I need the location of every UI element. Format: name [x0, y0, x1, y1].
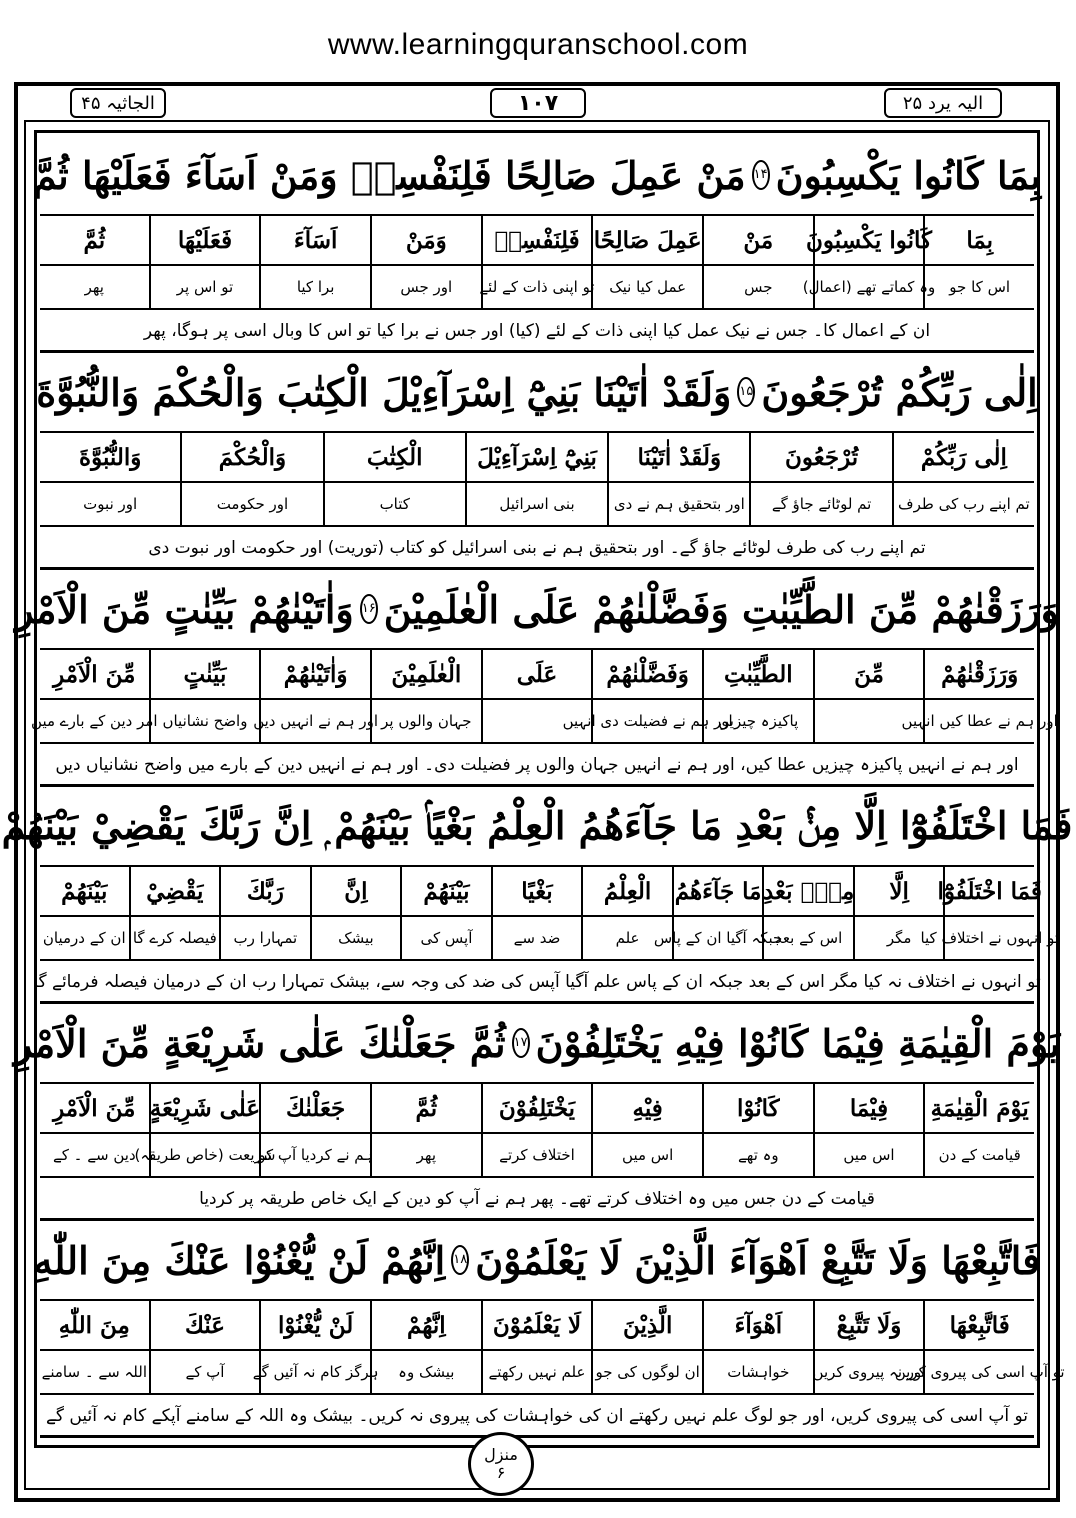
arabic-word-cell: فِيْهِ	[591, 1084, 702, 1132]
urdu-meaning-cell: عمل کیا نیک	[591, 266, 702, 308]
arabic-verse-text: بِمَا كَانُوا يَكْسِبُونَ	[775, 152, 1042, 198]
arabic-word-cell: كَانُوْا	[702, 1084, 813, 1132]
arabic-word-cell: ثُمَّ	[370, 1084, 481, 1132]
arabic-verse-line	[32, 136, 1042, 216]
arabic-word-cell: يَوْمَ الْقِيٰمَةِ	[923, 1084, 1034, 1132]
arabic-word-cell: مَنْ	[702, 216, 813, 264]
urdu-meanings-row	[40, 483, 1034, 527]
arabic-word-cell: ثُمَّ	[83, 226, 106, 254]
arabic-verse-text: اِنَّهُمْ لَنْ يُّغْنُوْا عَنْكَ مِنَ اللّٰهِ	[33, 1237, 446, 1283]
urdu-meaning-cell: پھر	[370, 1134, 481, 1176]
urdu-meaning-cell: جبکہ آگیا ان کے پاس	[672, 917, 763, 959]
ayah-section	[33, 1221, 1065, 1438]
arabic-word-cell: اِلَّا	[853, 867, 944, 915]
arabic-word-cell: فَلِنَفْسِهٖ	[481, 216, 592, 264]
arabic-word-cell: وَفَضَّلْنٰهُمْ	[591, 650, 702, 698]
arabic-word-cell: عَلَى	[481, 650, 592, 698]
urdu-meaning-cell: وہ کماتے تھے (اعمال)	[813, 266, 924, 308]
urdu-meaning-cell: آپ کے	[149, 1351, 260, 1393]
arabic-word-cell: اَسَآءَ	[259, 216, 370, 264]
ayah-section	[13, 1004, 1061, 1221]
urdu-translation: تم اپنے رب کی طرف لوٹائے جاؤ گے۔ اور بتحقیق ہم نے بنی اسرائیل کو کتاب (توریت) اور حکومت اور نبوت دی	[40, 527, 1034, 570]
urdu-meaning-cell: اور ہم نے انہیں دیں	[259, 700, 370, 742]
surah-name: الجاثيہ ۴۵	[81, 92, 155, 114]
urdu-meaning-cell: اور نبوت	[83, 495, 138, 513]
urdu-meaning-cell: اور نہ پیروی کریں	[813, 1351, 924, 1393]
urdu-meaning-cell: تم لوٹائے جاؤ گے	[749, 483, 891, 525]
urdu-meaning-cell: وہ تھے	[702, 1134, 813, 1176]
urdu-meanings-row	[31, 700, 1058, 744]
arabic-word-cell: مِّنَ الْاَمْرِ	[53, 660, 136, 688]
arabic-verse-line	[36, 353, 1038, 433]
urdu-meanings-row	[40, 1134, 1034, 1178]
urdu-meaning-cell: شریعت (خاص طریقہ)	[149, 1134, 260, 1176]
arabic-word-cell: مِنَ اللّٰهِ	[58, 1311, 130, 1339]
urdu-meaning-cell: تو اس پر	[149, 266, 260, 308]
urdu-translation: تو آپ اسی کی پیروی کریں، اور جو لوگ علم نہیں رکھتے ان کی خواہشات کی پیروی نہ کریں۔ بیشک وہ اللہ کے سامنے آپکے کام نہ آئیں گے	[40, 1395, 1034, 1438]
arabic-verse-text: يَوْمَ الْقِيٰمَةِ فِيْمَا كَانُوْا فِيْهِ يَخْتَلِفُوْنَ	[535, 1020, 1061, 1066]
arabic-word-cell: وَلَا تَتَّبِعْ	[813, 1301, 924, 1349]
urdu-meaning-cell: امر دین کے بارے میں	[31, 712, 158, 730]
urdu-meaning-cell: بنی اسرائیل	[465, 483, 607, 525]
arabic-verse-text: وَرَزَقْنٰهُمْ مِّنَ الطَّيِّبٰتِ وَفَضَّلْنٰهُمْ عَلَى الْعٰلَمِيْنَ	[383, 586, 1059, 632]
arabic-word-cell: فَمَا اخْتَلَفُوْٓا	[943, 867, 1034, 915]
arabic-word-cell: بَنِيْٓ اِسْرَآءِيْلَ	[465, 433, 607, 481]
arabic-verse-line	[15, 570, 1059, 650]
arabic-word-cell: عَنْكَ	[149, 1301, 260, 1349]
arabic-verse-text: فَمَا اخْتَلَفُوْٓا اِلَّا مِنْۢ بَعْدِ مَا جَآءَهُمُ الْعِلْمُ بَغْيًاۢ بَيْنَهُمْ ۭ اِنَّ رَبَّكَ يَقْضِيْ بَيْنَهُمْ	[1, 803, 1073, 848]
arabic-verse-text: ثُمَّ جَعَلْنٰكَ عَلٰى شَرِيْعَةٍ مِّنَ الْاَمْرِ	[13, 1020, 506, 1066]
urdu-meaning-cell: ضد سے	[491, 917, 582, 959]
urdu-meaning-cell: تو انہوں نے اختلاف کیا	[943, 917, 1034, 959]
arabic-word-cell: فِيْمَا	[813, 1084, 924, 1132]
urdu-meaning-cell: برا کیا	[259, 266, 370, 308]
arabic-verse-line	[13, 1004, 1061, 1084]
arabic-word-cell: اِنَّهُمْ	[370, 1301, 481, 1349]
urdu-meaning-cell: اور ہم نے فضیلت دی انہیں	[591, 700, 702, 742]
urdu-meanings-row	[40, 1351, 1065, 1395]
ayah-section	[1, 787, 1073, 1004]
urdu-meaning-cell: فیصلہ کرے گا	[129, 917, 220, 959]
urdu-meaning-cell: اختلاف کرتے	[481, 1134, 592, 1176]
arabic-verse-text: وَاٰتَيْنٰهُمْ بَيِّنٰتٍ مِّنَ الْاَمْرِ	[15, 586, 354, 632]
urdu-meaning-cell: تمہارا رب	[219, 917, 310, 959]
arabic-word-cell: بَيِّنٰتٍ	[149, 650, 260, 698]
urdu-meaning-cell: اس کا جو	[923, 266, 1034, 308]
arabic-verse-text: اِلٰى رَبِّكُمْ تُرْجَعُونَ	[761, 369, 1038, 415]
arabic-word-cell: مَا جَآءَهُمُ	[672, 867, 763, 915]
urdu-meaning-cell: اس میں	[591, 1134, 702, 1176]
arabic-word-cell: بَيْنَهُمْ	[400, 867, 491, 915]
urdu-meanings-row	[40, 917, 1059, 961]
urdu-meaning-cell: تم اپنے رب کی طرف	[892, 483, 1034, 525]
arabic-word-cell: يَقْضِيْ	[129, 867, 220, 915]
urdu-meaning-cell: اس میں	[813, 1134, 924, 1176]
urdu-meaning-cell: تو اپنی ذات کے لئے	[481, 266, 592, 308]
manzil-badge	[468, 1432, 534, 1496]
arabic-verse-text: مَنْ عَمِلَ صَالِحًا فَلِنَفْسِهٖ وَمَنْ اَسَآءَ فَعَلَيْهَا ثُمَّ	[32, 152, 746, 198]
arabic-word-cell: بَغْيًا	[491, 867, 582, 915]
arabic-words-row	[40, 867, 1042, 917]
urdu-meaning-cell: جس	[702, 266, 813, 308]
ayah-section	[32, 136, 1042, 353]
urdu-translation: قیامت کے دن جس میں وہ اختلاف کرتے تھے۔ پھر ہم نے آپ کو دین کے ایک خاص طریقہ پر کردیا	[40, 1178, 1034, 1221]
urdu-meaning-cell: آپس کی	[400, 917, 491, 959]
arabic-word-cell: اَهْوَآءَ	[702, 1301, 813, 1349]
arabic-word-cell: وَلَقَدْ اٰتَيْنَا	[607, 433, 749, 481]
urdu-meaning-cell: اور جس	[370, 266, 481, 308]
manzil-number: ۶	[496, 1463, 506, 1482]
arabic-word-cell: كَانُوا يَكْسِبُونَ	[813, 216, 924, 264]
arabic-word-cell: جَعَلْنٰكَ	[259, 1084, 370, 1132]
arabic-word-cell: وَاٰتَيْنٰهُمْ	[259, 650, 370, 698]
arabic-words-row	[40, 1301, 1034, 1351]
urdu-meaning-cell: خواہشات	[702, 1351, 813, 1393]
urdu-meaning-cell: اس کے بعد	[762, 917, 853, 959]
arabic-word-cell: وَرَزَقْنٰهُمْ	[923, 650, 1034, 698]
arabic-word-cell: وَمَنْ	[370, 216, 481, 264]
arabic-words-row	[40, 650, 1034, 700]
arabic-word-cell: عَلٰى شَرِيْعَةٍ	[149, 1084, 260, 1132]
arabic-verse-line	[33, 1221, 1041, 1301]
arabic-word-cell: لَا يَعْلَمُوْنَ	[481, 1301, 592, 1349]
manzil-label: منزل	[484, 1445, 518, 1465]
urdu-meaning-cell: ہرگز کام نہ آئیں گے	[259, 1351, 370, 1393]
arabic-word-cell: مِّنَ الْاَمْرِ	[53, 1094, 136, 1122]
arabic-word-cell: الْعِلْمُ	[581, 867, 672, 915]
urdu-meaning-cell: مگر	[853, 917, 944, 959]
urdu-meaning-cell: واضح نشانیاں	[149, 700, 260, 742]
arabic-word-cell: مِنْۢ بَعْدِ	[762, 867, 853, 915]
ayah-number-marker: ۱۵	[737, 377, 755, 407]
urdu-meanings-row	[40, 266, 1034, 310]
arabic-word-cell: اِلٰى رَبِّكُمْ	[892, 433, 1034, 481]
urdu-translation: اور ہم نے انہیں پاکیزہ چیزیں عطا کیں، اور ہم نے انہیں جہان والوں پر فضیلت دی۔ اور ہم نے انہیں دین کے بارے میں واضح نشانیاں دیں	[40, 744, 1034, 787]
arabic-verse-line	[1, 787, 1073, 867]
urdu-translation: تو انہوں نے اختلاف نہ کیا مگر اس کے بعد جبکہ ان کے پاس علم آگیا آپس کی ضد کی وجہ سے، بیشک تمہارا رب ان کے درمیان فیصلہ فرمائے گا	[40, 961, 1034, 1004]
urdu-meaning-cell: بیشک	[310, 917, 401, 959]
ayah-number-marker: ۱۴	[752, 160, 770, 190]
urdu-meaning-cell	[481, 700, 592, 742]
ayah-number-marker: ۱۷	[512, 1028, 530, 1058]
arabic-word-cell: عَمِلَ صَالِحًا	[591, 216, 702, 264]
arabic-word-cell: رَبَّكَ	[219, 867, 310, 915]
ayah-number-marker: ۱۸	[451, 1245, 469, 1275]
ayah-section	[15, 570, 1059, 787]
surah-name-box	[70, 88, 166, 118]
urdu-translation: ان کے اعمال کا۔ جس نے نیک عمل کیا اپنی ذات کے لئے (کیا) اور جس نے برا کیا تو اس کا وبال اسی پر ہوگا، پھر	[40, 310, 1034, 353]
urdu-meaning-cell: دین سے ۔ کے	[52, 1146, 136, 1164]
urdu-meaning-cell: ان لوگوں کی جو	[591, 1351, 702, 1393]
arabic-word-cell: الْعٰلَمِيْنَ	[370, 650, 481, 698]
arabic-word-cell: يَخْتَلِفُوْنَ	[481, 1084, 592, 1132]
urdu-meaning-cell: علم نہیں رکھتے	[481, 1351, 592, 1393]
ayah-number-marker: ۱۶	[360, 594, 378, 624]
arabic-word-cell: مِّنَ	[813, 650, 924, 698]
para-name: الیہ یرد ۲۵	[902, 92, 984, 114]
urdu-meaning-cell	[813, 700, 924, 742]
arabic-word-cell: الْكِتٰبَ	[323, 433, 465, 481]
arabic-words-row	[40, 433, 1034, 483]
arabic-word-cell: بِمَا	[923, 216, 1034, 264]
urdu-meaning-cell: پھر	[84, 278, 104, 296]
arabic-word-cell: وَالنُّبُوَّةَ	[79, 443, 142, 471]
urdu-meaning-cell: کتاب	[323, 483, 465, 525]
site-url: www.learningquranschool.com	[327, 28, 749, 61]
arabic-word-cell: فَاتَّبِعْهَا	[923, 1301, 1034, 1349]
ayah-section	[36, 353, 1038, 570]
arabic-word-cell: الطَّيِّبٰتِ	[702, 650, 813, 698]
page-number-box	[490, 88, 586, 118]
arabic-word-cell: بَيْنَهُمْ	[61, 877, 108, 905]
arabic-word-cell: اِنَّ	[310, 867, 401, 915]
arabic-words-row	[40, 216, 1034, 266]
urdu-meaning-cell: پاکیزہ چیزیں	[702, 700, 813, 742]
word-by-word-content	[1, 136, 1073, 1438]
arabic-verse-text: فَاتَّبِعْهَا وَلَا تَتَّبِعْ اَهْوَآءَ الَّذِيْنَ لَا يَعْلَمُوْنَ	[475, 1237, 1041, 1283]
arabic-word-cell: تُرْجَعُونَ	[749, 433, 891, 481]
urdu-meaning-cell: بیشک وہ	[370, 1351, 481, 1393]
arabic-word-cell: لَنْ يُّغْنُوْا	[259, 1301, 370, 1349]
urdu-meaning-cell: جہان والوں پر	[370, 700, 481, 742]
arabic-verse-text: وَلَقَدْ اٰتَيْنَا بَنِيْٓ اِسْرَآءِيْلَ الْكِتٰبَ وَالْحُكْمَ وَالنُّبُوَّةَ	[36, 369, 732, 415]
urdu-meaning-cell: اللہ سے ۔ سامنے	[41, 1363, 148, 1381]
urdu-meaning-cell: قیامت کے دن	[923, 1134, 1034, 1176]
urdu-meaning-cell: علم	[581, 917, 672, 959]
urdu-meaning-cell: ان کے درمیان	[42, 929, 126, 947]
urdu-meaning-cell: ہم نے کردیا آپ کو	[259, 1134, 370, 1176]
urdu-meaning-cell: تو آپ اسی کی پیروی کریں	[923, 1351, 1034, 1393]
urdu-meaning-cell: اور ہم نے عطا کیں انہیں	[923, 700, 1034, 742]
urdu-meaning-cell: اور بتحقیق ہم نے دی	[607, 483, 749, 525]
urdu-meaning-cell: اور حکومت	[180, 483, 322, 525]
arabic-word-cell: وَالْحُكْمَ	[180, 433, 322, 481]
arabic-word-cell: فَعَلَيْهَا	[149, 216, 260, 264]
para-name-box	[884, 88, 1002, 118]
page-number: ۱۰۷	[517, 90, 559, 116]
arabic-words-row	[40, 1084, 1034, 1134]
arabic-word-cell: الَّذِيْنَ	[591, 1301, 702, 1349]
